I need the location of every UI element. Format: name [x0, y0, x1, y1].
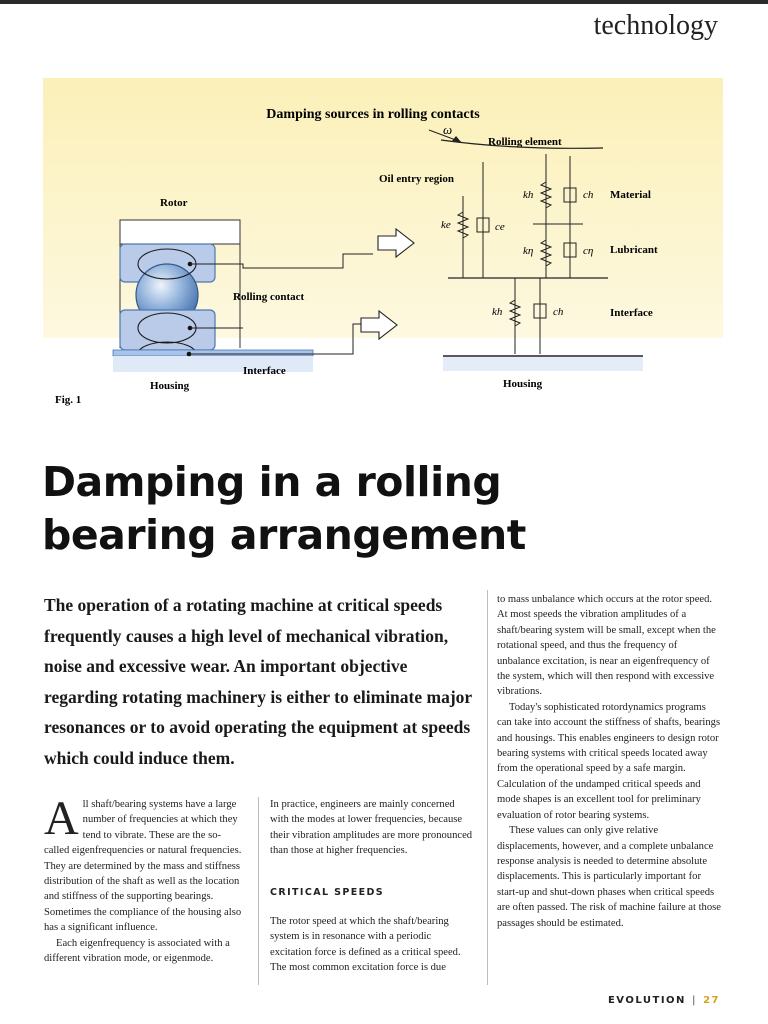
paragraph: In practice, engineers are mainly concerned with the modes at lower frequencies, because their vibration amplitudes are more pronounced than those at higher frequencies. — [270, 799, 473, 857]
housing-left-label: Housing — [150, 380, 190, 392]
headline-line-1: Damping in a rolling — [42, 458, 502, 506]
damping-diagram — [43, 78, 723, 408]
headline-line-2: bearing arrangement — [42, 511, 526, 559]
paragraph: Each eigenfrequency is associated with a different vibration mode, or eigenmode. — [44, 937, 230, 965]
column-rule — [258, 797, 259, 985]
magazine-name: EVOLUTION — [607, 995, 686, 1006]
footer-separator: | — [691, 995, 698, 1006]
article-headline — [42, 456, 742, 562]
column-rule — [487, 590, 488, 985]
keta-label: kη — [523, 245, 534, 257]
figure-caption: Fig. 1 — [55, 394, 82, 406]
housing-right-label: Housing — [503, 378, 543, 390]
page-number: 27 — [703, 995, 720, 1006]
paragraph: Today's sophisticated rotordynamics programs can take into account the stiffness of shafts, bearings and housings. This enables engineers to design rotor bearing systems with critical speeds located away from the operational speed by a safe margin. Calculation of the undamped critical speeds and mode shapes is an excellent tool for preliminary evaluation of rotor bearing systems. — [497, 701, 721, 821]
page-footer — [608, 995, 720, 1006]
housing-fill — [443, 357, 643, 371]
outer-ring — [120, 310, 215, 350]
column-1 — [44, 792, 242, 966]
ch2-label: ch — [553, 306, 564, 318]
kh2-label: kh — [492, 306, 503, 318]
rolling-contact-label: Rolling contact — [233, 291, 305, 303]
figure-1 — [43, 78, 723, 408]
interface-right-label: Interface — [610, 307, 653, 319]
rolling-element-label: Rolling element — [488, 136, 562, 148]
ch-label: ch — [583, 189, 594, 201]
interface-left-label: Interface — [243, 365, 286, 377]
column-2 — [270, 797, 475, 976]
ceta-label: cη — [583, 245, 594, 257]
paragraph-text: ll shaft/bearing systems have a large number of frequencies at which they tend to vibrate. These are the so-called eigenfrequencies or natural frequencies. They are determined by the mass and stiffness distribution of the shaft as well as the location and stiffness of the supporting bearings. Sometimes the compliance of the housing also has a significant influence. — [44, 799, 242, 934]
paragraph: These values can only give relative displacements, however, and a complete unbalance response analysis is needed to determine absolute displacements. This is particularly important for start-up and shut-down phases when critical speeds are often passed. The risk of machine failure at those passages should be estimated. — [497, 825, 721, 929]
lubricant-label: Lubricant — [610, 244, 658, 256]
paragraph — [44, 792, 242, 936]
paragraph: The rotor speed at which the shaft/bearing system is in resonance with a periodic excitation force is defined as a critical speed. The most common excitation force is due — [270, 916, 461, 974]
rotor-shaft — [120, 220, 240, 244]
rotor-label: Rotor — [160, 197, 188, 209]
section-tag: technology — [593, 10, 718, 41]
omega-symbol: ω — [443, 122, 453, 137]
drop-cap: A — [44, 792, 79, 845]
subheading: CRITICAL SPEEDS — [270, 886, 385, 898]
article-intro: The operation of a rotating machine at critical speeds frequently causes a high level of mechanical vibration, noise and excessive wear. An important objective regarding rotating machinery is either to eliminate major resonances or to avoid operating the equipment at speeds which could induce them. — [44, 595, 472, 768]
housing — [113, 350, 313, 356]
oil-entry-label: Oil entry region — [379, 173, 454, 185]
figure-title: Damping sources in rolling contacts — [266, 107, 480, 122]
column-3 — [497, 592, 722, 931]
ke-label: ke — [441, 219, 451, 231]
top-border — [0, 0, 768, 4]
ce-label: ce — [495, 221, 505, 233]
material-label: Material — [610, 189, 651, 201]
kh-label: kh — [523, 189, 534, 201]
paragraph: to mass unbalance which occurs at the rotor speed. At most speeds the vibration amplitudes of a shaft/bearing system will be small, except when the rotational speed, and thus the frequency of unbalance excitation, is near an eigenfrequency of the system, which will then respond with excessive vibrations. — [497, 594, 716, 698]
